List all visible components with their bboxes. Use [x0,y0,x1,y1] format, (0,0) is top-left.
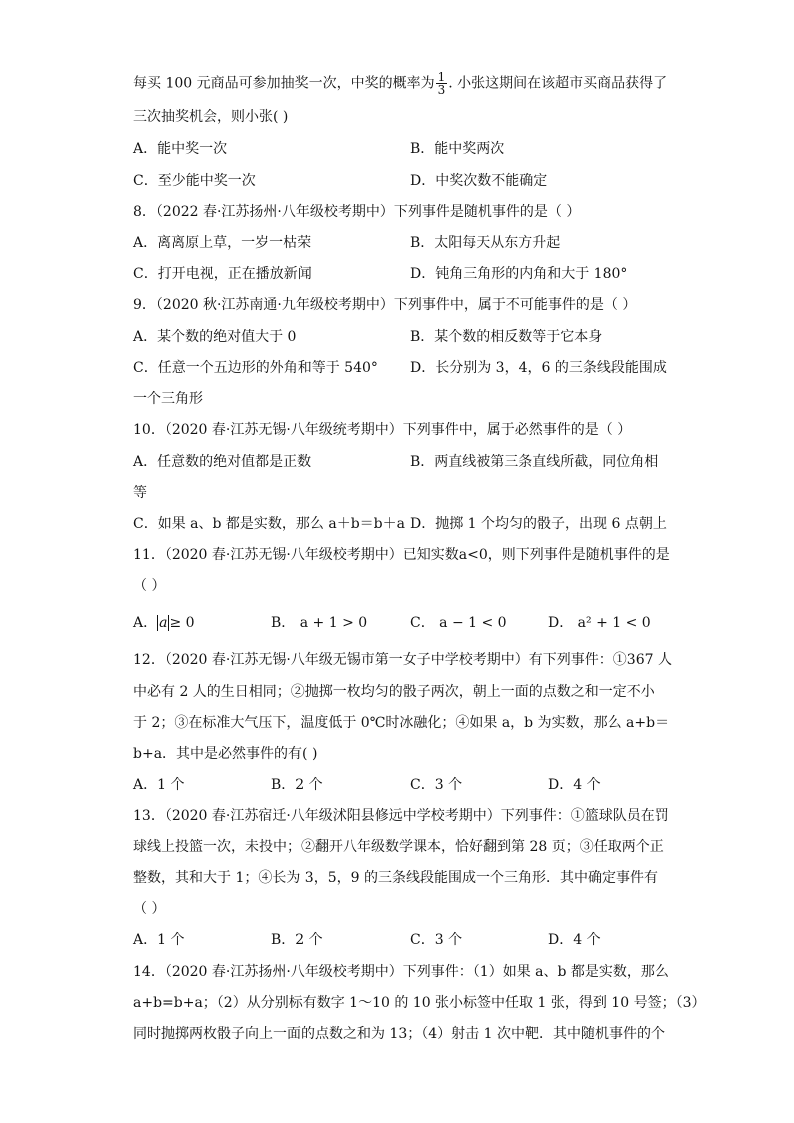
q7-stem-part-a: 每买 100 元商品可参加抽奖一次，中奖的概率为 [133,75,435,92]
q7-stem-line2: 三次抽奖机会，则小张( ) [133,109,289,125]
q12-stem-line3: 于 2；③在标准大气压下，温度低于 0℃时冰融化；④如果 a，b 为实数，那么 a+b＝ [133,715,670,731]
q14-stem-line2: a+b=b+a；（2）从分别标有数字 1～10 的 10 张小标签中任取 1 张，得到 10 号签；（3） [133,995,706,1011]
q12-option-b: B．2 个 [271,777,323,793]
q12-option-d: D．4 个 [548,777,601,793]
q10-option-d: D．抛掷 1 个均匀的骰子，出现 6 点朝上 [410,516,667,532]
q7-stem-part-b: . 小张这期间在该超市买商品获得了 [448,75,668,92]
q12-option-a: A．1 个 [133,777,185,793]
q8-option-d: D．钝角三角形的内角和大于 180° [410,266,628,282]
q13-option-a: A．1 个 [133,932,185,948]
q13-option-b: B．2 个 [271,932,323,948]
q13-stem-line2: 球线上投篮一次，未投中；②翻开八年级数学课本，恰好翻到第 28 页；③任取两个正 [133,839,664,855]
q11-option-a-label: A． [133,615,158,631]
q11-option-d: D． a² + 1 < 0 [548,615,651,631]
q9-option-b: B．某个数的相反数等于它本身 [410,329,603,345]
q11-option-a-rest: ≥ 0 [169,615,195,631]
q10-option-a: A．任意数的绝对值都是正数 [133,454,312,470]
q12-stem-line2: 中必有 2 人的生日相同；②抛掷一枚均匀的骰子两次，朝上一面的点数之和一定不小 [133,684,655,700]
q10-option-c: C．如果 a、b 都是实数，那么 a＋b＝b＋a [133,516,405,532]
q13-option-d: D．4 个 [548,932,601,948]
q7-option-d: D．中奖次数不能确定 [410,173,548,189]
q11-stem: 11．（2020 春·江苏无锡·八年级校考期中）已知实数a<0，则下列事件是随机事件的是 [133,547,670,563]
q9-stem: 9．（2020 秋·江苏南通·九年级校考期中）下列事件中，属于不可能事件的是（ ） [133,297,637,313]
q13-stem-line3: 整数，其和大于 1；④长为 3，5，9 的三条线段能围成一个三角形．其中确定事件有 [133,870,658,886]
q7-option-c: C．至少能中奖一次 [133,173,256,189]
q13-stem-line1: 13．（2020 春·江苏宿迁·八年级沭阳县修远中学校考期中）下列事件：①篮球队员在罚 [133,808,669,824]
fraction-numerator: 1 [437,70,446,84]
q8-option-b: B．太阳每天从东方升起 [410,235,561,251]
absolute-value-expression: a [159,615,168,631]
q13-option-c: C．3 个 [410,932,463,948]
q10-stem: 10．（2020 春·江苏无锡·八年级统考期中）下列事件中，属于必然事件的是（ ） [133,422,632,438]
q14-stem-line3: 同时抛掷两枚骰子向上一面的点数之和为 13；（4）射击 1 次中靶．其中随机事件的个 [133,1026,665,1042]
q8-stem: 8．（2022 春·江苏扬州·八年级校考期中）下列事件是随机事件的是（ ） [133,204,581,220]
q8-option-c: C．打开电视，正在播放新闻 [133,266,312,282]
q12-option-c: C．3 个 [410,777,463,793]
q10-option-b: B．两直线被第三条直线所截，同位角相 [410,454,659,470]
q14-stem-line1: 14．（2020 春·江苏扬州·八年级校考期中）下列事件：（1）如果 a、b 都是实数，那么 [133,964,669,980]
q11-option-b: B． a + 1 > 0 [271,615,368,631]
q12-stem-line1: 12．（2020 春·江苏无锡·八年级无锡市第一女子中学校考期中）有下列事件：①367 人 [133,652,672,668]
fraction-denominator: 3 [437,83,446,97]
q7-stem-line1 [133,71,667,96]
q11-answer-paren: （ ） [133,578,166,594]
q9-option-d-wrap: 一个三角形 [133,391,203,407]
q7-option-a: A．能中奖一次 [133,141,228,157]
q11-option-a [133,614,195,632]
q12-stem-line4: b+a．其中是必然事件的有( ) [133,746,318,762]
probability-fraction [436,71,448,96]
q13-stem-line4: （ ） [133,901,166,917]
q9-option-d: D．长分别为 3，4，6 的三条线段能围成 [410,360,667,376]
q7-option-b: B．能中奖两次 [410,141,505,157]
q10-option-b-wrap: 等 [133,485,147,501]
q11-option-c: C． a − 1 < 0 [410,615,507,631]
q8-option-a: A．离离原上草，一岁一枯荣 [133,235,312,251]
q9-option-a: A．某个数的绝对值大于 0 [133,329,297,345]
q9-option-c: C．任意一个五边形的外角和等于 540° [133,360,378,376]
